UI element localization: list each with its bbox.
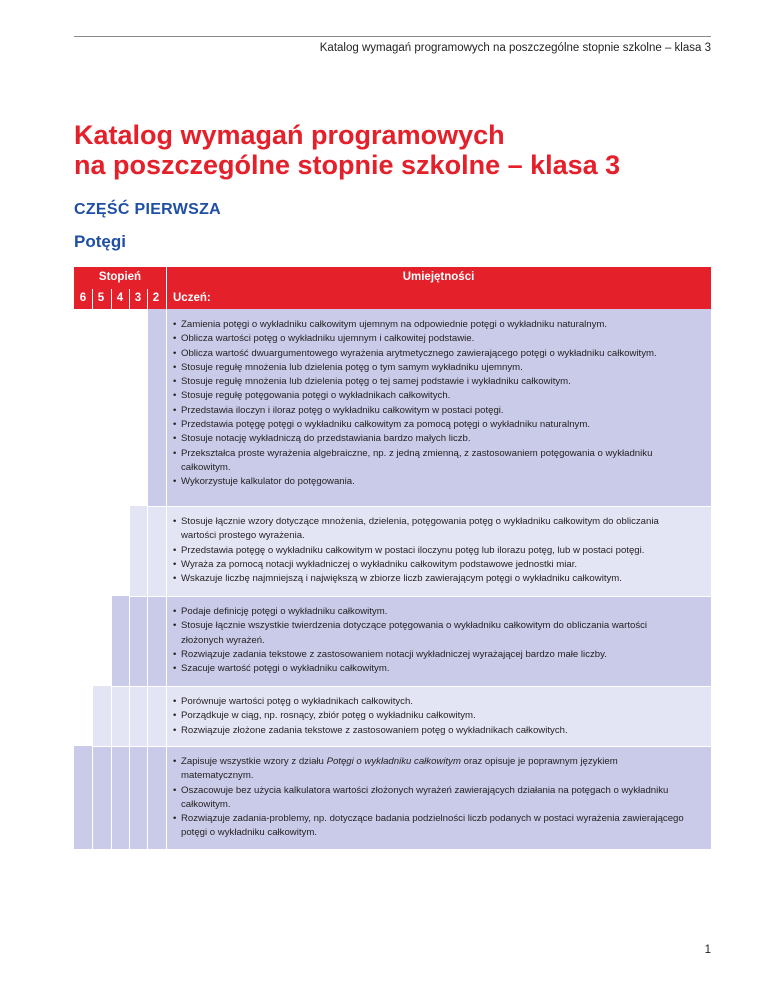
- skill-item: • Stosuje regułę potęgowania potęgi o wykładnikach całkowitych.: [173, 389, 697, 403]
- grade-divider: [166, 289, 167, 309]
- grade-column-header: Stopień: [98, 271, 142, 283]
- skill-item: • Stosuje regułę mnożenia lub dzielenia potęg o tej samej podstawie i wykładniku całkowitym.: [173, 375, 697, 389]
- section-title: Potęgi: [74, 232, 126, 251]
- bullet-icon: •: [173, 724, 177, 736]
- bullet-icon: •: [173, 663, 177, 675]
- skill-item: • Oszacowuje bez użycia kalkulatora wartości złożonych wyrażeń zawierających działania na potęgach o wykładniku całkowitym.: [173, 784, 669, 810]
- column-divider: [111, 309, 112, 849]
- grade-header-4: 4: [116, 292, 124, 304]
- skill-item: • Zapisuje wszystkie wzory z działu Potęgi o wykładniku całkowitym oraz opisuje je poprawnym językiem matematycznym.: [173, 756, 618, 782]
- bullet-icon: •: [173, 573, 177, 585]
- skill-item: • Stosuje notację wykładniczą do przedstawiania bardzo małych liczb.: [173, 432, 697, 446]
- skill-item: • Podaje definicję potęgi o wykładniku całkowitym.: [173, 605, 697, 619]
- skills-block-grade-5: [166, 686, 711, 746]
- skill-item: • Wskazuje liczbę najmniejszą i największą w zbiorze liczb zawierającym potęgi o wykładniku całkowitym.: [173, 572, 697, 586]
- skills-block-grade-3: [166, 506, 711, 596]
- bullet-icon: •: [173, 447, 177, 459]
- skill-item: • Wyraża za pomocą notacji wykładniczej o wykładniku całkowitym podstawowe jednostki miar.: [173, 558, 697, 572]
- column-divider: [147, 309, 148, 849]
- bullet-icon: •: [173, 756, 177, 767]
- header-rule: [74, 36, 711, 37]
- column-divider: [92, 309, 93, 849]
- skill-item: • Stosuje łącznie wszystkie twierdzenia dotyczące potęgowania o wykładniku całkowitym do obliczania wartości złożonych wyrażeń.: [173, 620, 648, 646]
- skill-item: • Wykorzystuje kalkulator do potęgowania.: [173, 475, 697, 489]
- grade-divider: [92, 289, 93, 309]
- skill-item: • Przedstawia potęgę o wykładniku całkowitym w postaci iloczynu potęg lub ilorazu potęg, lub w postaci potęgi.: [173, 544, 697, 558]
- skill-item: • Rozwiązuje złożone zadania tekstowe z zastosowaniem potęg o wykładnikach całkowitych.: [173, 724, 697, 738]
- page-title: [74, 120, 620, 180]
- skills-block-grade-6: [166, 746, 711, 849]
- skills-block-grade-4: [166, 596, 711, 686]
- page-title-line-1: Katalog wymagań programowych: [74, 120, 505, 150]
- skill-item: • Rozwiązuje zadania-problemy, np. dotyczące badania podzielności liczb podanych w postaci wyrażenia zawierającego potęgi o wykładniku całkowitym.: [173, 813, 684, 839]
- bullet-icon: •: [173, 606, 177, 617]
- table-header-row: [74, 267, 711, 289]
- grade-header-5: 5: [97, 292, 105, 304]
- bullet-icon: •: [173, 710, 177, 722]
- student-label: Uczeń:: [173, 292, 211, 304]
- grades-header-row: [74, 289, 711, 309]
- bullet-icon: •: [173, 648, 177, 660]
- grade-header-3: 3: [134, 292, 142, 304]
- skill-item: • Przekształca proste wyrażenia algebraiczne, np. z jedną zmienną, z zastosowaniem potęgowania o wykładniku całkowitym.: [173, 447, 653, 473]
- part-title: CZĘŚĆ PIERWSZA: [74, 201, 222, 218]
- bullet-icon: •: [173, 558, 177, 570]
- bullet-icon: •: [173, 813, 177, 825]
- grade-header-6: 6: [79, 292, 87, 304]
- bullet-icon: •: [173, 476, 177, 488]
- skill-item: • Przedstawia iloczyn i iloraz potęg o wykładniku całkowitym w postaci potęgi.: [173, 404, 697, 418]
- skill-item: • Porządkuje w ciąg, np. rosnący, zbiór potęg o wykładniku całkowitym.: [173, 709, 697, 723]
- column-divider: [129, 309, 130, 849]
- bullet-icon: •: [173, 319, 177, 330]
- bullet-icon: •: [173, 390, 177, 402]
- grade-divider: [147, 289, 148, 309]
- grade-divider: [111, 289, 112, 309]
- skill-item: • Zamienia potęgi o wykładniku całkowitym ujemnym na odpowiednie potęgi o wykładniku naturalnym.: [173, 318, 697, 332]
- page-number: 1: [704, 944, 711, 956]
- bullet-icon: •: [173, 784, 177, 796]
- bullet-icon: •: [173, 544, 177, 556]
- bullet-icon: •: [173, 361, 177, 373]
- bullet-icon: •: [173, 376, 177, 388]
- skill-item: • Szacuje wartość potęgi o wykładniku całkowitym.: [173, 662, 697, 676]
- skill-item: • Porównuje wartości potęg o wykładnikach całkowitych.: [173, 695, 697, 709]
- running-header: Katalog wymagań programowych na poszczególne stopnie szkolne – klasa 3: [319, 42, 711, 54]
- page-title-line-2: na poszczególne stopnie szkolne – klasa 3: [74, 150, 621, 180]
- bullet-icon: •: [173, 516, 177, 527]
- grade-divider: [129, 289, 130, 309]
- skill-item: • Oblicza wartości potęg o wykładniku ujemnym i całkowitej podstawie.: [173, 332, 697, 346]
- skill-item: • Stosuje łącznie wzory dotyczące mnożenia, dzielenia, potęgowania potęg o wykładniku całkowitym do obliczania wartości prostego wyrażenia.: [173, 516, 659, 542]
- bullet-icon: •: [173, 333, 177, 345]
- bullet-icon: •: [173, 404, 177, 416]
- header-divider: [166, 267, 167, 289]
- skill-item: • Przedstawia potęgę potęgi o wykładniku całkowitym za pomocą potęgi o wykładniku naturalnym.: [173, 418, 697, 432]
- bullet-icon: •: [173, 696, 177, 707]
- skills-block-grade-2: [166, 309, 711, 506]
- bullet-icon: •: [173, 347, 177, 359]
- grade-header-2: 2: [152, 292, 160, 304]
- table-body: [74, 309, 711, 849]
- bullet-icon: •: [173, 433, 177, 445]
- skill-item: • Oblicza wartość dwuargumentowego wyrażenia arytmetycznego zawierającego potęgi o wykładniku całkowitym.: [173, 347, 697, 361]
- skill-item: • Stosuje regułę mnożenia lub dzielenia potęg o tym samym wykładniku ujemnym.: [173, 361, 697, 375]
- bullet-icon: •: [173, 620, 177, 632]
- skills-column-header: Umiejętności: [402, 271, 475, 283]
- skill-item: • Rozwiązuje zadania tekstowe z zastosowaniem notacji wykładniczej wyrażającej bardzo małe liczby.: [173, 648, 697, 662]
- bullet-icon: •: [173, 419, 177, 431]
